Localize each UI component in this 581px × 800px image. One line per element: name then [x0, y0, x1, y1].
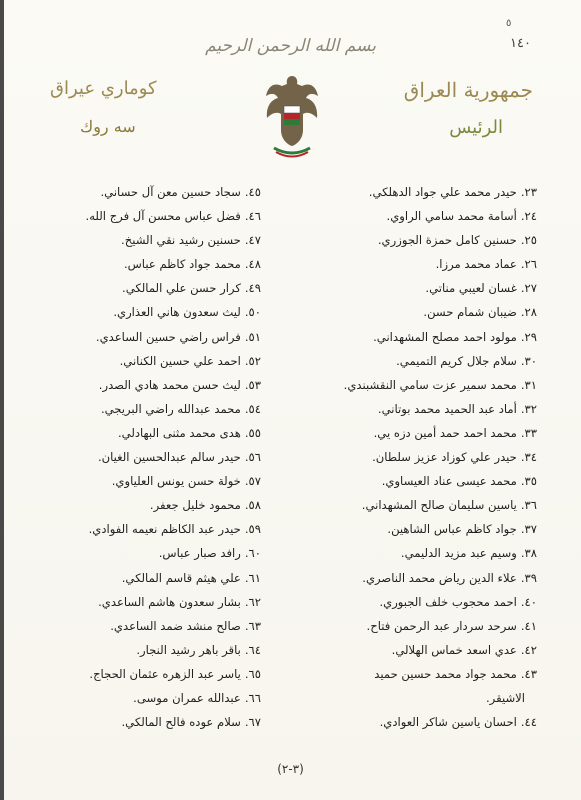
scan-edge: [0, 0, 4, 800]
item-name: احسان ياسين شاكر العوادي.: [379, 715, 517, 730]
list-item: [31, 180, 261, 204]
list-item: [31, 325, 261, 349]
item-number: ٤٥.: [244, 185, 261, 199]
list-item: [31, 373, 261, 397]
item-name: علي هيثم قاسم المالكي.: [121, 570, 241, 585]
item-name: مولود احمد مصلح المشهداني.: [373, 329, 517, 344]
item-name: ليث سعدون هاني العذاري.: [113, 305, 241, 320]
page-number: ١٤٠: [510, 36, 531, 51]
list-item: [31, 686, 261, 710]
item-name: الاشيقر.: [486, 690, 525, 705]
item-name: محمد احمد حمد أمين دزه يي.: [373, 425, 517, 440]
list-item: [287, 493, 537, 517]
item-name: باقر باهر رشيد النجار.: [136, 642, 241, 657]
list-item: [287, 541, 537, 565]
item-name: فراس راضي حسين الساعدي.: [95, 329, 241, 344]
item-name: خولة حسن يونس العلياوي.: [111, 474, 241, 489]
list-item: [31, 252, 261, 276]
list-item: [31, 566, 261, 590]
item-number: ٢٣.: [520, 185, 537, 199]
list-item: [287, 252, 537, 276]
item-number: ٥٣.: [244, 377, 261, 392]
list-item: [287, 349, 537, 373]
list-item: [31, 421, 261, 445]
item-name: ليث حسن محمد هادي الصدر.: [98, 377, 241, 392]
header-arabic-republic: جمهورية العراق: [403, 78, 533, 102]
item-number: ٣٨.: [520, 546, 537, 561]
item-number: ٢٧.: [520, 281, 537, 296]
item-name: محمد سمير عزت سامي النقشبندي.: [343, 377, 517, 392]
item-name: محمود خليل جعفر.: [149, 498, 241, 513]
item-name: محمد جواد محمد حسين حميد: [374, 666, 517, 681]
list-item: [287, 180, 537, 204]
item-number: ٣٩.: [520, 570, 537, 585]
list-item: [287, 469, 537, 493]
item-number: ٤٨.: [244, 257, 261, 272]
list-item: [287, 590, 537, 614]
item-number: ٥٥.: [244, 425, 261, 440]
item-number: ٢٦.: [520, 257, 537, 272]
list-item: [287, 517, 537, 541]
item-name: حيدر عبد الكاظم نعيمه الفوادي.: [88, 522, 241, 537]
list-item: [287, 300, 537, 324]
item-number: ٤١.: [520, 618, 537, 633]
item-name: احمد علي حسين الكناني.: [119, 353, 241, 368]
item-number: ٣٦.: [520, 498, 537, 513]
item-name: عدي اسعد خماس الهلالي.: [391, 642, 517, 657]
list-item: [287, 204, 537, 228]
item-name: ياسر عبد الزهره عثمان الحجاج.: [89, 666, 241, 681]
item-number: ٤٤.: [520, 715, 537, 730]
item-name: عماد محمد مرزا.: [435, 257, 517, 272]
list-item: [31, 541, 261, 565]
item-number: ٣٠.: [520, 353, 537, 368]
item-name: احمد محجوب خلف الجبوري.: [379, 594, 517, 609]
list-item: [287, 710, 537, 734]
list-item: [287, 638, 537, 662]
item-number: ٥٧.: [244, 474, 261, 489]
item-number: ٣١.: [520, 377, 537, 392]
list-item: [31, 349, 261, 373]
list-item: [287, 276, 537, 300]
item-number: ٦١.: [244, 570, 261, 585]
item-name: علاء الدين رياض محمد الناصري.: [362, 570, 517, 585]
header-president: الرئيس: [449, 117, 503, 138]
corner-mark: ٥: [506, 18, 512, 29]
item-number: ٦٥.: [244, 666, 261, 681]
item-name: محمد عبدالله راضي البريجي.: [100, 401, 241, 416]
item-number: ٦٢.: [244, 594, 261, 609]
basmala: بسم الله الرحمن الرحيم: [205, 36, 376, 56]
list-item: [287, 325, 537, 349]
item-name: محمد عيسى عناد العيساوي.: [381, 474, 517, 489]
list-item: [31, 228, 261, 252]
item-name: حسنين رشيد نقي الشيخ.: [121, 233, 241, 248]
list-item: [287, 397, 537, 421]
item-number: ٦٤.: [244, 642, 261, 657]
item-number: ٢٥.: [520, 233, 537, 248]
item-name: جواد كاظم عباس الشاهين.: [387, 522, 517, 537]
item-number: ٣٢.: [520, 401, 537, 416]
list-item: [287, 228, 537, 252]
item-name: صالح منشد ضمد الساعدي.: [110, 618, 241, 633]
page-footer: (٣-٢): [277, 762, 304, 776]
names-list-right: [287, 180, 537, 734]
item-name: أماد عبد الحميد محمد بوتاني.: [377, 401, 517, 416]
list-item: [287, 686, 537, 710]
list-item: [287, 614, 537, 638]
item-name: ضيبان شمام حسن.: [423, 305, 517, 320]
item-name: فضل عباس محسن آل فرج الله.: [85, 209, 241, 224]
item-number: ٣٣.: [520, 425, 537, 440]
item-number: ٣٥.: [520, 474, 537, 489]
item-number: ٤٠.: [520, 594, 537, 609]
item-number: ٥١.: [244, 329, 261, 344]
item-number: ٥٢.: [244, 353, 261, 368]
list-item: [31, 445, 261, 469]
item-number: ٤٢.: [520, 642, 537, 657]
list-item: [31, 517, 261, 541]
item-number: ٥٨.: [244, 498, 261, 513]
item-number: ٤٩.: [244, 281, 261, 296]
item-name: وسيم عبد مزيد الدليمي.: [400, 546, 517, 561]
item-number: ٥٦.: [244, 450, 261, 465]
item-name: ياسين سليمان صالح المشهداني.: [361, 498, 517, 513]
item-name: رافد صبار عباس.: [158, 546, 241, 561]
item-number: ٤٧.: [244, 233, 261, 248]
item-number: ٢٤.: [520, 209, 537, 224]
list-item: [31, 638, 261, 662]
item-number: ٥٤.: [244, 401, 261, 416]
item-number: ٣٤.: [520, 450, 537, 465]
item-number: ٦٣.: [244, 618, 261, 633]
list-item: [31, 300, 261, 324]
item-number: ٣٧.: [520, 522, 537, 537]
header-kurdish-republic: كوماري عيراق: [50, 78, 157, 99]
list-item: [287, 662, 537, 686]
item-number: ٤٣.: [520, 666, 537, 681]
item-number: ٢٨.: [520, 305, 537, 320]
list-item: [287, 421, 537, 445]
item-number: ٦٠.: [244, 546, 261, 561]
list-item: [287, 566, 537, 590]
header-serok: سه روك: [80, 117, 136, 136]
item-number: ٥٠.: [244, 305, 261, 320]
list-item: [287, 373, 537, 397]
list-item: [31, 710, 261, 734]
item-name: هدى محمد مثنى البهادلي.: [117, 425, 241, 440]
item-number: ٦٧.: [244, 715, 261, 730]
item-name: عبدالله عمران موسى.: [133, 690, 241, 705]
item-name: حيدر محمد علي جواد الدهلكي.: [368, 185, 517, 199]
item-number: ٦٦.: [244, 690, 261, 705]
item-name: حيدر علي كوزاد عزيز سلطان.: [372, 450, 517, 465]
list-item: [31, 469, 261, 493]
item-name: سلام جلال كريم التميمي.: [396, 353, 517, 368]
item-name: حسنين كامل حمزة الجوزري.: [377, 233, 517, 248]
item-number: ٥٩.: [244, 522, 261, 537]
list-item: [31, 590, 261, 614]
item-name: سلام عوده فالح المالكي.: [121, 715, 241, 730]
list-item: [31, 662, 261, 686]
item-name: حيدر سالم عبدالحسين الغيان.: [97, 450, 241, 465]
list-item: [31, 493, 261, 517]
list-item: [31, 276, 261, 300]
eagle-emblem-icon: [262, 72, 322, 162]
item-number: ٤٦.: [244, 209, 261, 224]
list-item: [31, 397, 261, 421]
list-item: [31, 204, 261, 228]
item-name: محمد جواد كاظم عباس.: [123, 257, 241, 272]
item-number: ٢٩.: [520, 329, 537, 344]
names-list-left: [31, 180, 261, 734]
item-name: سرحد سردار عبد الرحمن فتاح.: [366, 618, 517, 633]
item-name: غسان لعيبي مناتي.: [425, 281, 517, 296]
list-item: [287, 445, 537, 469]
item-name: سجاد حسين معن آل حساني.: [100, 185, 241, 199]
list-item: [31, 614, 261, 638]
item-name: أسامة محمد سامي الراوي.: [386, 209, 517, 224]
item-name: بشار سعدون هاشم الساعدي.: [98, 594, 241, 609]
item-name: كرار حسن علي المالكي.: [122, 281, 241, 296]
